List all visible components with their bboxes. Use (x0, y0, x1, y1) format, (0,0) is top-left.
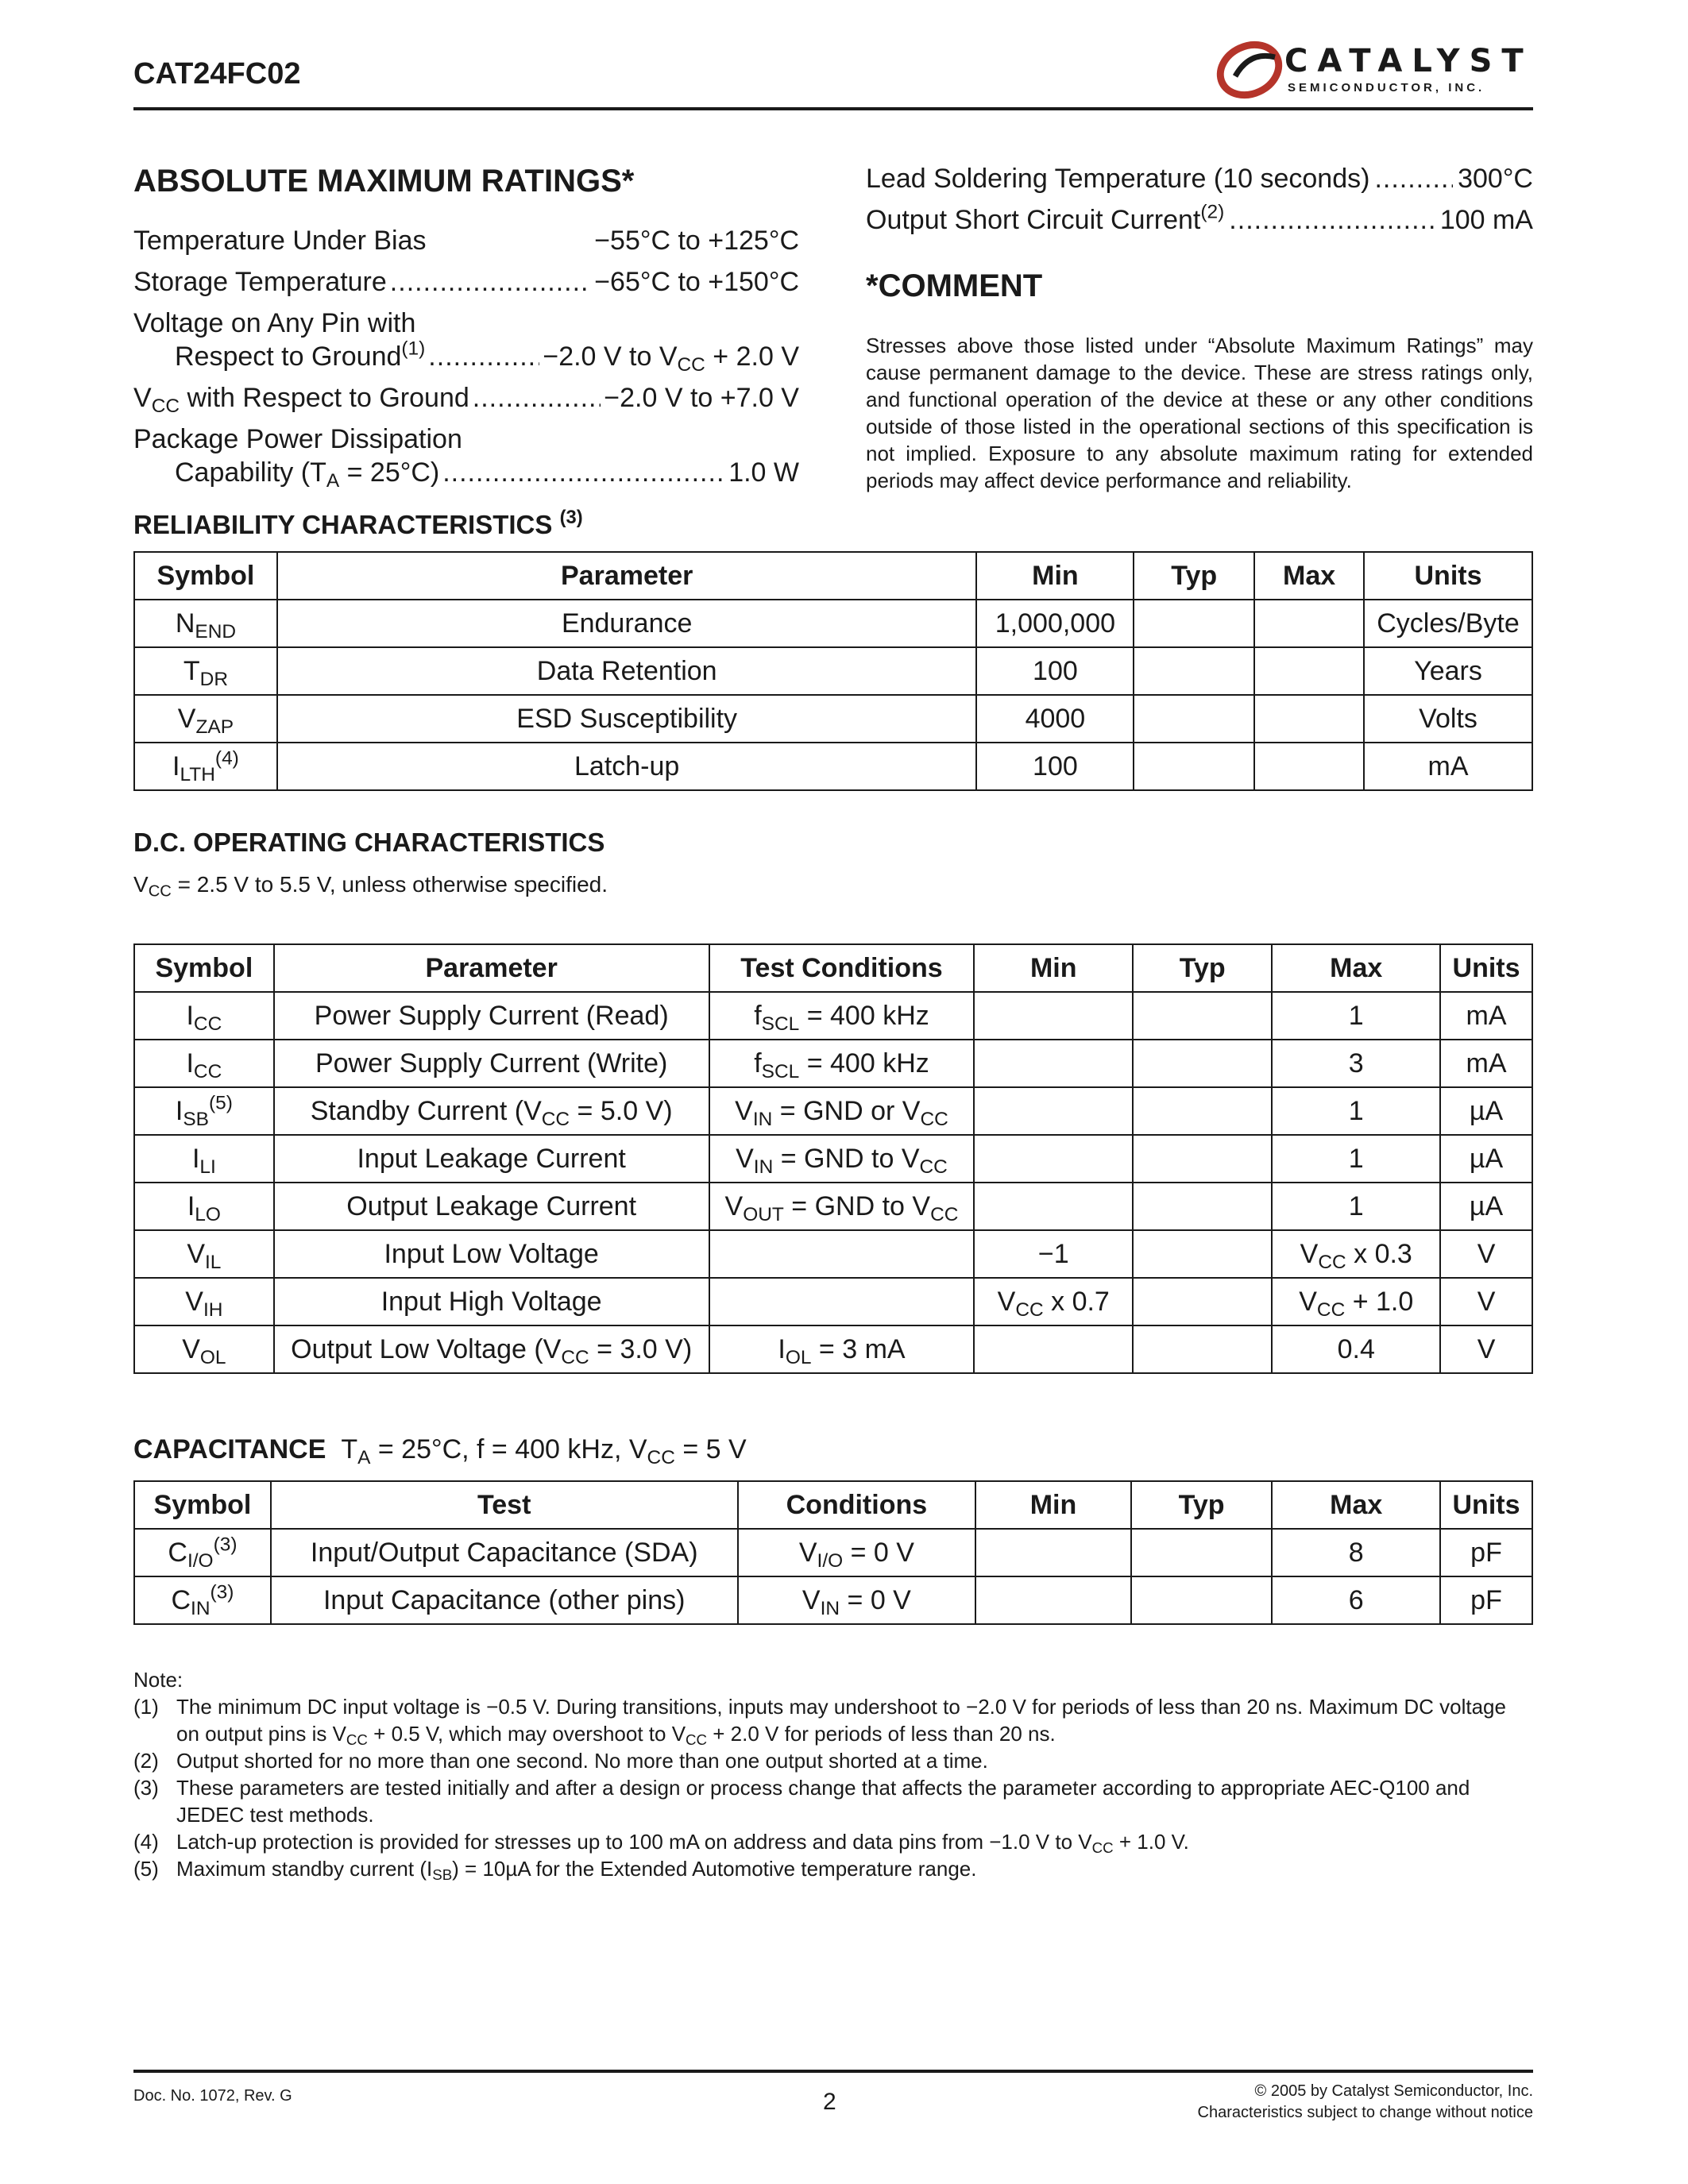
subscript: IN (191, 1597, 211, 1619)
leader-dots (1229, 205, 1435, 236)
text: = GND to V (783, 1190, 931, 1221)
text: C (168, 1537, 187, 1568)
rating-value: −2.0 V to +7.0 V (604, 383, 799, 413)
table-row (134, 1230, 1532, 1278)
logo-wordmark: CATALYST (1284, 43, 1533, 79)
parameter-cell (274, 992, 709, 1040)
param-cell: Endurance (277, 600, 977, 647)
typ-cell (1134, 600, 1254, 647)
comment-text: Stresses above those listed under “Absolute Maximum Ratings” may cause permanent damage to the device. These are stress ratings only, and functional operation of the device at these or any other conditions outside of those listed in the operational sections of this specification is not implied. Exposure to any absolute maximum rating for extended periods may affect device performance and reliability. (866, 334, 1533, 492)
units-cell: mA (1440, 1040, 1532, 1087)
copyright-text: © 2005 by Catalyst Semiconductor, Inc. (1254, 2082, 1533, 2100)
text: = 0 V (843, 1537, 914, 1568)
rating-value: −55°C to +125°C (594, 226, 799, 256)
test-cell: Input Capacitance (other pins) (271, 1576, 738, 1624)
footnote-1: (1) The minimum DC input voltage is −0.5 V. During transitions, inputs may undershoot to −2.0 V for periods of less than 20 ns. Maximum DC voltage on output pins is $V_{CC} + 0.5$ V, which may overshoot to $V_{CC} + 2.0$ V for periods of less than 20 ns. (133, 1695, 1506, 1749)
subscript: ZAP (195, 716, 234, 738)
subscript: SB (183, 1108, 209, 1130)
rating-value: 100 mA (1439, 205, 1533, 235)
rating-any-pin-label: Voltage on Any Pin with (133, 308, 416, 338)
units-cell: Volts (1364, 695, 1532, 743)
text: Power Supply Current (Read) (314, 1000, 669, 1031)
table-header-row (134, 1481, 1532, 1529)
max-cell (1272, 1040, 1440, 1087)
test-conditions-cell (709, 992, 975, 1040)
leader-dots (1374, 164, 1453, 195)
typ-cell (1133, 1278, 1272, 1325)
param-cell: Latch-up (277, 743, 977, 790)
text: 3 (1348, 1048, 1364, 1078)
text: Output Low Voltage (V (291, 1333, 562, 1364)
rating-label: Storage Temperature (133, 267, 387, 297)
symbol-cell (134, 1576, 271, 1624)
col-header: Max (1272, 1481, 1440, 1529)
text: f (754, 1000, 762, 1031)
test-conditions-cell (709, 1135, 975, 1183)
parameter-cell (274, 1087, 709, 1135)
min-cell (974, 1087, 1133, 1135)
rating-value: −2.0 V to $V_{CC} + 2.0$ V (543, 341, 799, 376)
symbol-cell (134, 1325, 274, 1373)
typ-cell (1133, 1230, 1272, 1278)
subscript: CC (920, 1108, 948, 1130)
conditions-cell (738, 1529, 976, 1576)
symbol-cell (134, 647, 277, 695)
units-cell: µA (1440, 1087, 1532, 1135)
parameter-cell (274, 1040, 709, 1087)
subscript: CC (193, 1013, 222, 1035)
leader-dots (473, 383, 601, 414)
symbol-cell (134, 1183, 274, 1230)
max-cell (1272, 1087, 1440, 1135)
table-row (134, 1135, 1532, 1183)
test-conditions-cell (709, 1278, 975, 1325)
capacitance-conditions: $T_A = 25^\circ C$, f = 400 kHz, $V_{CC} = 5$ V (341, 1434, 747, 1468)
symbol-cell (134, 1529, 271, 1576)
max-cell (1254, 647, 1364, 695)
text: 1 (1348, 1095, 1364, 1126)
subscript: IN (753, 1156, 774, 1178)
symbol-cell (134, 1087, 274, 1135)
subscript: CC (1318, 1251, 1346, 1273)
typ-cell (1133, 1183, 1272, 1230)
typ-cell (1133, 1040, 1272, 1087)
table-header-row (134, 552, 1532, 600)
col-header: Units (1440, 1481, 1532, 1529)
document-title: CAT24FC02 (133, 57, 301, 91)
symbol-cell (134, 992, 274, 1040)
text: x 0.3 (1346, 1238, 1412, 1269)
leader-dots (428, 341, 539, 372)
units-cell: mA (1440, 992, 1532, 1040)
symbol-cell (134, 695, 277, 743)
text: V (736, 1143, 754, 1174)
test-conditions-cell (709, 1183, 975, 1230)
text: V (997, 1286, 1016, 1317)
table-row (134, 1529, 1532, 1576)
text: N (175, 608, 195, 639)
notes-heading: Note: (133, 1668, 183, 1692)
subscript: CC (919, 1156, 948, 1178)
col-header: Parameter (277, 552, 977, 600)
text: I (191, 1143, 200, 1174)
dc-conditions: $V_{CC} = 2.5$ V to 5.5 V, unless otherwise specified. (133, 872, 608, 901)
text: I (187, 1190, 195, 1221)
max-cell: 8 (1272, 1529, 1440, 1576)
text: 1 (1348, 1143, 1364, 1174)
text: f (754, 1048, 762, 1078)
parameter-cell (274, 1135, 709, 1183)
rating-value: 300°C (1458, 164, 1533, 194)
doc-number: Doc. No. 1072, Rev. G (133, 2087, 292, 2105)
text: V (1299, 1286, 1317, 1317)
rating-label: Output Short Circuit Current$^{(2)}$ (866, 201, 1225, 235)
table-row (134, 1087, 1532, 1135)
max-cell (1272, 1135, 1440, 1183)
symbol-cell (134, 1040, 274, 1087)
capacitance-table (133, 1480, 1533, 1625)
units-cell: µA (1440, 1135, 1532, 1183)
typ-cell (1133, 1325, 1272, 1373)
max-cell (1254, 743, 1364, 790)
text: I (778, 1333, 786, 1364)
col-header: Typ (1134, 552, 1254, 600)
min-cell: 1,000,000 (976, 600, 1134, 647)
typ-cell (1133, 1135, 1272, 1183)
subscript: END (195, 620, 237, 642)
subscript: SCL (761, 1060, 800, 1082)
rating-vcc (133, 383, 799, 417)
symbol-cell (134, 1230, 274, 1278)
test-conditions-cell (709, 1040, 975, 1087)
text: + 1.0 (1345, 1286, 1414, 1317)
subscript: OUT (743, 1203, 784, 1225)
col-header: Test (271, 1481, 738, 1529)
table-row (134, 1040, 1532, 1087)
text: 1 (1348, 1000, 1364, 1031)
text: V (735, 1095, 753, 1126)
subscript: IN (820, 1597, 840, 1619)
text: 0.4 (1337, 1333, 1375, 1364)
subscript: CC (561, 1346, 589, 1368)
rating-value: −65°C to +150°C (594, 267, 799, 297)
subscript: CC (1015, 1298, 1044, 1321)
min-cell: 4000 (976, 695, 1134, 743)
text: = GND to V (773, 1143, 920, 1174)
text: 1 (1348, 1190, 1364, 1221)
units-cell: pF (1440, 1529, 1532, 1576)
test-conditions-cell (709, 1230, 975, 1278)
max-cell (1272, 1325, 1440, 1373)
subscript: OL (199, 1346, 226, 1368)
abs-max-heading: ABSOLUTE MAXIMUM RATINGS* (133, 164, 635, 199)
max-cell (1254, 600, 1364, 647)
units-cell: V (1440, 1325, 1532, 1373)
col-header: Typ (1133, 944, 1272, 992)
parameter-cell (274, 1278, 709, 1325)
table-row (134, 1183, 1532, 1230)
symbol-cell (134, 600, 277, 647)
subscript: DR (199, 668, 228, 690)
rating-label: Capability $(T_A = 25^\circ C)$ (175, 457, 440, 492)
text: = 3.0 V) (589, 1333, 693, 1364)
subscript: SCL (761, 1013, 800, 1035)
text: V (1300, 1238, 1319, 1269)
text: = GND or V (772, 1095, 921, 1126)
col-header: Parameter (274, 944, 709, 992)
text: V (182, 1333, 200, 1364)
dc-table (133, 943, 1533, 1374)
rating-short-circuit (866, 201, 1533, 236)
text: V (177, 703, 196, 734)
page-number: 2 (823, 2089, 836, 2115)
parameter-cell (274, 1325, 709, 1373)
table-header-row (134, 944, 1532, 992)
typ-cell (1131, 1529, 1273, 1576)
parameter-cell (274, 1183, 709, 1230)
comment-heading: *COMMENT (866, 268, 1043, 303)
test-cell: Input/Output Capacitance (SDA) (271, 1529, 738, 1576)
text: = 5.0 V) (570, 1095, 673, 1126)
min-cell: 100 (976, 743, 1134, 790)
text: = 3 mA (811, 1333, 906, 1364)
col-header: Typ (1131, 1481, 1273, 1529)
text: I (172, 751, 180, 781)
subscript: LI (199, 1156, 216, 1178)
conditions-cell (738, 1576, 976, 1624)
footer-copyright (1096, 2081, 1533, 2124)
footnotes (133, 1666, 1533, 1882)
subscript: CC (541, 1108, 570, 1130)
typ-cell (1131, 1576, 1273, 1624)
col-header: Min (976, 552, 1134, 600)
rating-label: Lead Soldering Temperature (10 seconds) (866, 164, 1370, 194)
subscript: CC (193, 1060, 222, 1082)
capacitance-heading: CAPACITANCE $T_A = 25^\circ C$, f = 400 kHz, $V_{CC} = 5$ V (133, 1434, 747, 1468)
min-cell (974, 1183, 1133, 1230)
col-header: Units (1440, 944, 1532, 992)
units-cell: V (1440, 1230, 1532, 1278)
table-row (134, 600, 1532, 647)
max-cell (1254, 695, 1364, 743)
table-row (134, 743, 1532, 790)
disclaimer-text: Characteristics subject to change without notice (1197, 2104, 1533, 2121)
min-cell (974, 1278, 1133, 1325)
col-header: Min (974, 944, 1133, 992)
min-cell (974, 1040, 1133, 1087)
symbol-cell (134, 743, 277, 790)
text: x 0.7 (1043, 1286, 1110, 1317)
min-cell (974, 1325, 1133, 1373)
min-cell (974, 1230, 1133, 1278)
subscript: CC (1316, 1298, 1346, 1321)
text: = 400 kHz (799, 1000, 929, 1031)
logo-subtitle: SEMICONDUCTOR, INC. (1288, 81, 1485, 95)
col-header: Min (975, 1481, 1131, 1529)
text: Input High Voltage (380, 1286, 602, 1317)
subscript: IN (752, 1108, 773, 1130)
footnote-3: (3) These parameters are tested initially and after a design or process change that affects the parameter according to appropriate AEC-Q100 and JEDEC test methods. (133, 1776, 1470, 1827)
max-cell (1272, 1230, 1440, 1278)
typ-cell (1134, 647, 1254, 695)
units-cell: V (1440, 1278, 1532, 1325)
units-cell: µA (1440, 1183, 1532, 1230)
text: = 0 V (840, 1584, 911, 1615)
symbol-cell (134, 1278, 274, 1325)
subscript: LTH (180, 763, 215, 785)
rating-lead-soldering (866, 164, 1533, 195)
text: T (183, 655, 200, 686)
col-header: Symbol (134, 1481, 271, 1529)
symbol-cell (134, 1135, 274, 1183)
text: V (185, 1286, 203, 1317)
col-header: Max (1272, 944, 1440, 992)
reliability-heading: RELIABILITY CHARACTERISTICS $^{(3)}$ (133, 506, 583, 539)
rating-temp-bias (133, 226, 799, 257)
col-header: Symbol (134, 552, 277, 600)
subscript: OL (785, 1346, 812, 1368)
text: I (175, 1095, 183, 1126)
units-cell: mA (1364, 743, 1532, 790)
max-cell (1272, 992, 1440, 1040)
leader-dots (442, 457, 725, 488)
footer-rule (133, 2070, 1533, 2073)
footnote-2: (2) Output shorted for no more than one second. No more than one output shorted at a time. (133, 1749, 988, 1773)
text: Power Supply Current (Write) (315, 1048, 668, 1078)
param-cell: ESD Susceptibility (277, 695, 977, 743)
text: V (802, 1584, 821, 1615)
text: −1 (1037, 1238, 1069, 1269)
superscript: (3) (210, 1581, 234, 1603)
text: V (724, 1190, 744, 1221)
table-row (134, 647, 1532, 695)
superscript: (4) (214, 747, 239, 770)
units-cell: pF (1440, 1576, 1532, 1624)
superscript: (5) (208, 1092, 233, 1114)
footnote-5: (5) Maximum standby current $(I_{SB}) = 10\mu A$ for the Extended Automotive temperature range. (133, 1857, 977, 1884)
subscript: IH (203, 1298, 223, 1321)
table-row (134, 695, 1532, 743)
leader-dots (390, 267, 591, 298)
col-header: Symbol (134, 944, 274, 992)
col-header: Units (1364, 552, 1532, 600)
footnote-4: (4) Latch-up protection is provided for stresses up to 100 mA on address and data pins from −1.0 V to $V_{CC} + 1.0$ V. (133, 1830, 1189, 1857)
max-cell (1272, 1278, 1440, 1325)
header-rule (133, 107, 1533, 110)
reliability-table (133, 551, 1533, 791)
table-row (134, 1576, 1532, 1624)
col-header: Max (1254, 552, 1364, 600)
subscript: I/O (187, 1549, 214, 1572)
typ-cell (1134, 695, 1254, 743)
typ-cell (1133, 992, 1272, 1040)
table-row (134, 1278, 1532, 1325)
text: V (798, 1537, 817, 1568)
parameter-cell (274, 1230, 709, 1278)
min-cell (974, 992, 1133, 1040)
min-cell (975, 1576, 1131, 1624)
text: Output Leakage Current (346, 1190, 637, 1221)
text: Input Leakage Current (357, 1143, 626, 1174)
rating-label: Respect to Ground$^{(1)}$ (175, 338, 426, 372)
units-cell: Cycles/Byte (1364, 600, 1532, 647)
table-row (134, 992, 1532, 1040)
rating-power-label: Package Power Dissipation (133, 424, 462, 454)
text: Standby Current (V (310, 1095, 542, 1126)
text: = 400 kHz (799, 1048, 929, 1078)
table-row (134, 1325, 1532, 1373)
units-cell: Years (1364, 647, 1532, 695)
param-cell: Data Retention (277, 647, 977, 695)
text: C (171, 1584, 191, 1615)
superscript: (3) (213, 1534, 238, 1556)
rating-storage-temp (133, 267, 799, 298)
subscript: LO (195, 1203, 221, 1225)
catalyst-logo (1211, 35, 1533, 106)
col-header: Conditions (738, 1481, 976, 1529)
dc-heading: D.C. OPERATING CHARACTERISTICS (133, 828, 605, 857)
max-cell: 6 (1272, 1576, 1440, 1624)
min-cell (974, 1135, 1133, 1183)
rating-label: $V_{CC}$ with Respect to Ground (133, 383, 469, 417)
text: V (187, 1238, 205, 1269)
test-conditions-cell (709, 1087, 975, 1135)
subscript: IL (205, 1251, 222, 1273)
text: I (186, 1000, 194, 1031)
typ-cell (1133, 1087, 1272, 1135)
text: Input Low Voltage (384, 1238, 599, 1269)
rating-label: Temperature Under Bias (133, 226, 427, 256)
min-cell (975, 1529, 1131, 1576)
subscript: CC (930, 1203, 959, 1225)
max-cell (1272, 1183, 1440, 1230)
rating-any-pin (175, 338, 799, 376)
text: I (186, 1048, 194, 1078)
test-conditions-cell (709, 1325, 975, 1373)
col-header: Test Conditions (709, 944, 975, 992)
rating-value: 1.0 W (728, 457, 799, 488)
rating-power (175, 457, 799, 492)
min-cell: 100 (976, 647, 1134, 695)
subscript: I/O (817, 1549, 844, 1572)
typ-cell (1134, 743, 1254, 790)
